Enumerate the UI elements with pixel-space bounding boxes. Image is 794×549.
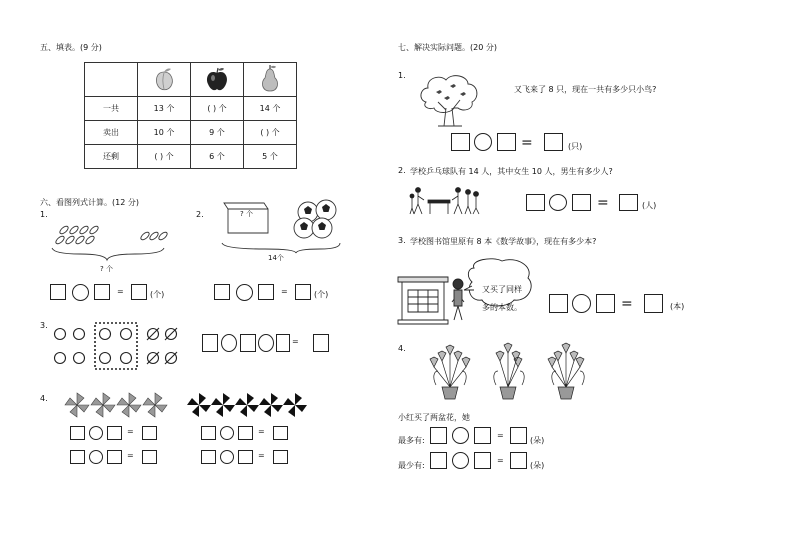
equals-sign: = xyxy=(497,456,504,465)
answer-box[interactable] xyxy=(273,426,288,440)
answer-box[interactable] xyxy=(510,452,527,469)
q2-number: 2. xyxy=(196,210,204,219)
row-label: 卖出 xyxy=(85,121,138,145)
table-cell: 14 个 xyxy=(244,97,297,121)
equals-sign: = xyxy=(621,296,633,312)
r-q2-number: 2. xyxy=(398,166,406,175)
q4-number: 4. xyxy=(40,394,48,403)
answer-box[interactable] xyxy=(202,334,218,352)
answer-box[interactable] xyxy=(276,334,290,352)
operator-circle[interactable] xyxy=(258,334,274,352)
equals-sign: = xyxy=(258,427,265,436)
operator-circle[interactable] xyxy=(220,426,234,440)
r-q4-number: 4. xyxy=(398,344,406,353)
equals-sign: = xyxy=(597,195,609,211)
black-pinwheels-picture xyxy=(186,392,316,420)
operator-circle[interactable] xyxy=(236,284,253,301)
equals-sign: = xyxy=(521,135,533,151)
answer-box[interactable] xyxy=(201,450,216,464)
most-unit: (朵) xyxy=(530,436,545,445)
least-unit: (朵) xyxy=(530,461,545,470)
answer-box[interactable] xyxy=(549,294,568,313)
flower-pots-picture xyxy=(422,341,602,403)
q1-total-label: ? 个 xyxy=(100,265,113,273)
flower-pot-3 xyxy=(548,343,584,399)
fill-table xyxy=(84,62,297,169)
answer-box[interactable] xyxy=(142,450,157,464)
answer-box[interactable] xyxy=(273,450,288,464)
r-q3-text: 学校图书馆里原有 8 本《数学故事》，现在有多少本? xyxy=(410,237,597,246)
pear-cell xyxy=(244,63,297,97)
operator-circle[interactable] xyxy=(220,450,234,464)
r-q1-text: 又飞来了 8 只，现在一共有多少只小鸟? xyxy=(514,85,657,94)
answer-box[interactable] xyxy=(50,284,66,300)
table-cell: 6 个 xyxy=(191,145,244,169)
apple-cell xyxy=(191,63,244,97)
equals-sign: = xyxy=(117,287,124,296)
flower-pot-2 xyxy=(494,343,524,399)
answer-box[interactable] xyxy=(572,194,591,211)
operator-circle[interactable] xyxy=(549,194,567,211)
tree-picture xyxy=(416,70,486,130)
answer-box[interactable] xyxy=(240,334,256,352)
r-q2-text: 学校乒乓球队有 14 人，其中女生 10 人，男生有多少人? xyxy=(410,167,613,176)
answer-box[interactable] xyxy=(238,450,253,464)
answer-box[interactable] xyxy=(238,426,253,440)
section6-title: 六、看图列式计算。(12 分) xyxy=(40,198,139,207)
r-q1-unit: (只) xyxy=(568,142,583,151)
q3-number: 3. xyxy=(40,321,48,330)
r-q3-number: 3. xyxy=(398,236,406,245)
q2-total-label: 14个 xyxy=(268,254,284,262)
answer-box[interactable] xyxy=(201,426,216,440)
answer-box[interactable] xyxy=(107,450,122,464)
row-label: 一共 xyxy=(85,97,138,121)
table-cell: 9 个 xyxy=(191,121,244,145)
answer-box[interactable] xyxy=(94,284,110,300)
table-cell[interactable]: ( ) 个 xyxy=(138,145,191,169)
answer-box[interactable] xyxy=(544,133,563,151)
flower-pot-1 xyxy=(430,345,470,399)
table-cell: 5 个 xyxy=(244,145,297,169)
library-picture xyxy=(396,262,536,332)
answer-box[interactable] xyxy=(497,133,516,151)
answer-box[interactable] xyxy=(70,426,85,440)
ping-pong-picture xyxy=(410,184,480,220)
q1-number: 1. xyxy=(40,210,48,219)
operator-circle[interactable] xyxy=(89,426,103,440)
operator-circle[interactable] xyxy=(72,284,89,301)
answer-box[interactable] xyxy=(131,284,147,300)
equals-sign: = xyxy=(258,451,265,460)
operator-circle[interactable] xyxy=(474,133,492,151)
answer-box[interactable] xyxy=(258,284,274,300)
answer-box[interactable] xyxy=(430,452,447,469)
least-label: 最少有: xyxy=(398,461,425,470)
row-label: 还剩 xyxy=(85,145,138,169)
equals-sign: = xyxy=(127,451,134,460)
answer-box[interactable] xyxy=(430,427,447,444)
r-q1-number: 1. xyxy=(398,71,406,80)
table-cell: 13 个 xyxy=(138,97,191,121)
gray-pinwheels-picture xyxy=(64,392,174,420)
balls-box-picture xyxy=(220,195,360,255)
table-cell: 10 个 xyxy=(138,121,191,145)
answer-box[interactable] xyxy=(107,426,122,440)
answer-box[interactable] xyxy=(644,294,663,313)
r-q4-text: 小红买了两盆花，她 xyxy=(398,413,470,422)
pear-icon xyxy=(258,65,282,93)
equals-sign: = xyxy=(281,287,288,296)
operator-circle[interactable] xyxy=(221,334,237,352)
answer-box[interactable] xyxy=(214,284,230,300)
apple-icon xyxy=(205,66,229,92)
equals-sign: = xyxy=(292,337,299,346)
answer-box[interactable] xyxy=(451,133,470,151)
table-cell[interactable]: ( ) 个 xyxy=(191,97,244,121)
answer-box[interactable] xyxy=(474,427,491,444)
equals-sign: = xyxy=(127,427,134,436)
answer-box[interactable] xyxy=(295,284,311,300)
operator-circle[interactable] xyxy=(572,294,591,313)
answer-box[interactable] xyxy=(313,334,329,352)
operator-circle[interactable] xyxy=(89,450,103,464)
bubble-line2: 多的本数。 xyxy=(482,303,522,312)
section7-title: 七、解决实际问题。(20 分) xyxy=(398,43,497,52)
most-label: 最多有: xyxy=(398,436,425,445)
equals-sign: = xyxy=(497,431,504,440)
answer-box[interactable] xyxy=(142,426,157,440)
answer-box[interactable] xyxy=(619,194,638,211)
q2-unit: (个) xyxy=(314,290,329,299)
bubble-line1: 又买了同样 xyxy=(482,285,522,294)
peach-icon xyxy=(153,67,175,91)
answer-box[interactable] xyxy=(526,194,545,211)
leaves-picture xyxy=(50,220,180,270)
r-q2-unit: (人) xyxy=(642,201,657,210)
table-corner xyxy=(85,63,138,97)
answer-box[interactable] xyxy=(70,450,85,464)
section5-title: 五、填表。(9 分) xyxy=(40,43,102,52)
answer-box[interactable] xyxy=(596,294,615,313)
operator-circle[interactable] xyxy=(452,427,469,444)
r-q3-unit: (本) xyxy=(670,302,685,311)
peach-cell xyxy=(138,63,191,97)
answer-box[interactable] xyxy=(510,427,527,444)
operator-circle[interactable] xyxy=(452,452,469,469)
q1-unit: (个) xyxy=(150,290,165,299)
circles-picture xyxy=(50,320,190,370)
answer-box[interactable] xyxy=(474,452,491,469)
table-cell[interactable]: ( ) 个 xyxy=(244,121,297,145)
box-label: ? 个 xyxy=(240,210,253,218)
